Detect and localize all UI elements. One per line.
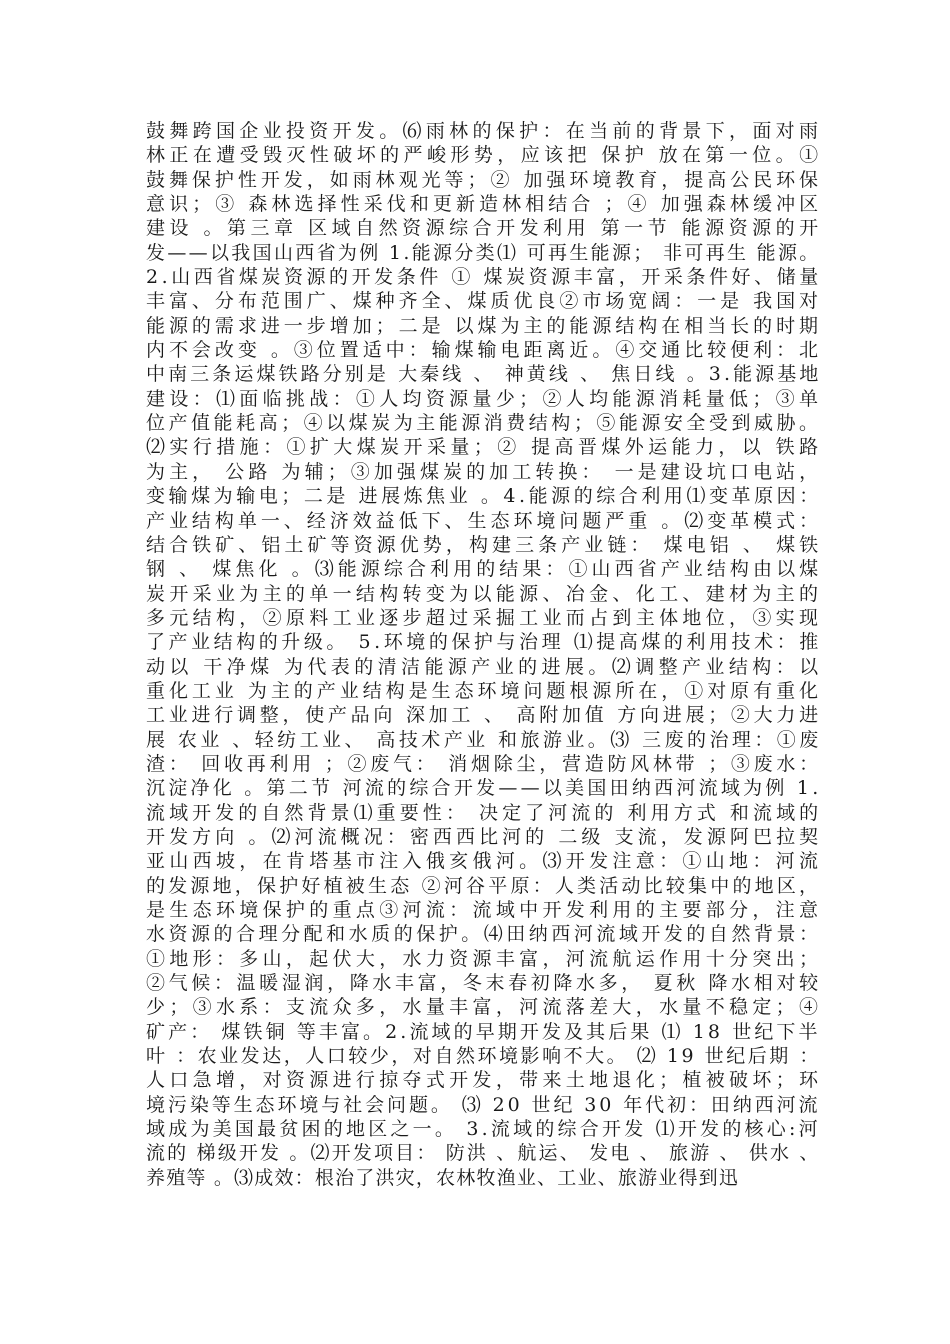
text-line: 域成为美国最贫困的地区之一。 3.流域的综合开发 ⑴开发的核心:河 <box>146 1118 821 1141</box>
text-line: 为主， 公路 为辅；③加强煤炭的加工转换： 一是建设坑口电站， <box>146 460 823 483</box>
text-line: 2.山西省煤炭资源的开发条件 ① 煤炭资源丰富，开采条件好、储量 <box>146 266 822 289</box>
text-line: 展 农业 、轻纺工业、 高技术产业 和旅游业。⑶ 三废的治理：①废 <box>146 728 822 751</box>
text-line: 开发方向 。⑵河流概况：密西西比河的 二级 支流，发源阿巴拉契 <box>146 825 823 848</box>
text-line: 结合铁矿、铝土矿等资源优势，构建三条产业链： 煤电铝 、 煤铁 <box>146 533 823 556</box>
text-line: 林正在遭受毁灭性破坏的严峻形势，应该把 保护 放在第一位。① <box>146 144 823 167</box>
text-line: 人口急增，对资源进行掠夺式开发，带来土地退化；植被破坏；环 <box>146 1069 823 1092</box>
text-line: 动以 干净煤 为代表的清洁能源产业的进展。⑵调整产业结构：以 <box>146 655 823 678</box>
text-line: 矿产： 煤铁铜 等丰富。2.流域的早期开发及其后果 ⑴ 18 世纪下半 <box>146 1020 821 1043</box>
text-line: 少；③水系：支流众多，水量丰富，河流落差大，水量不稳定；④ <box>146 996 823 1019</box>
text-line: 鼓舞跨国企业投资开发。⑹雨林的保护：在当前的背景下，面对雨 <box>146 120 823 142</box>
text-line: 鼓舞保护性开发，如雨林观光等；② 加强环境教育，提高公民环保 <box>146 168 823 191</box>
text-line: 建设：⑴面临挑战：①人均资源量少；②人均能源消耗量低；③单 <box>146 387 823 410</box>
text-line: 建设 。第三章 区域自然资源综合开发利用 第一节 能源资源的开 <box>146 217 823 240</box>
text-line: ②气候：温暖湿润，降水丰富，冬末春初降水多， 夏秋 降水相对较 <box>146 972 822 995</box>
text-line: 重化工业 为主的产业结构是生态环境问题根源所在，①对原有重化 <box>146 679 823 702</box>
text-line: 了产业结构的升级。 5.环境的保护与治理 ⑴提高煤的利用技术：推 <box>146 631 822 654</box>
text-line: 多元结构，②原料工业逐步超过采掘工业而占到主体地位，③实现 <box>146 606 823 629</box>
text-line: 渣： 回收再利用 ；②废气： 消烟除尘，营造防风林带 ；③废水： <box>146 752 822 775</box>
text-line: 养殖等 。⑶成效：根治了洪灾，农林牧渔业、工业、旅游业得到迅 <box>146 1166 740 1189</box>
text-line: 内不会改变 。③位置适中：输煤输电距离近。④交通比较便利：北 <box>146 339 823 362</box>
text-line: 中南三条运煤铁路分别是 大秦线 、 神黄线 、 焦日线 。3.能源基地 <box>146 363 822 386</box>
text-line: 位产值能耗高；④以煤炭为主能源消费结构；⑤能源安全受到威胁。 <box>146 412 822 435</box>
text-line: 的发源地，保护好植被生态 ②河谷平原：人类活动比较集中的地区， <box>146 874 822 897</box>
text-line: 流域开发的自然背景⑴重要性： 决定了河流的 利用方式 和流域的 <box>146 801 823 824</box>
text-line: 叶 ：农业发达，人口较少，对自然环境影响不大。 ⑵ 19 世纪后期 ： <box>146 1045 821 1068</box>
text-line: 发——以我国山西省为例 1.能源分类⑴ 可再生能源； 非可再生 能源。 <box>146 241 821 264</box>
body-text <box>146 119 823 1190</box>
text-line: 境污染等生态环境与社会问题。 ⑶ 20 世纪 30 年代初：田纳西河流 <box>146 1093 821 1116</box>
text-line: 是生态环境保护的重点③河流：流域中开发利用的主要部分，注意 <box>146 899 823 921</box>
text-line: 变输煤为输电；二是 进展炼焦业 。4.能源的综合利用⑴变革原因： <box>146 485 822 508</box>
text-line: 能源的需求进一步增加；二是 以煤为主的能源结构在相当长的时期 <box>146 314 823 337</box>
text-line: 炭开采业为主的单一结构转变为以能源、冶金、化工、建材为主的 <box>146 582 823 605</box>
text-line: ⑵实行措施：①扩大煤炭开采量；② 提高晋煤外运能力，以 铁路 <box>146 436 823 459</box>
text-line: 丰富、分布范围广、煤种齐全、煤质优良②市场宽阔：一是 我国对 <box>146 290 823 313</box>
text-line: 沉淀净化 。第二节 河流的综合开发——以美国田纳西河流域为例 1. <box>146 777 822 800</box>
text-line: 流的 梯级开发 。⑵开发项目： 防洪 、航运、 发电 、 旅游 、 供水 、 <box>146 1142 821 1165</box>
text-line: 钢 、 煤焦化 。⑶能源综合利用的结果：①山西省产业结构由以煤 <box>146 558 823 581</box>
text-line: 意识；③ 森林选择性采伐和更新造林相结合 ；④ 加强森林缓冲区 <box>146 193 823 216</box>
text-line: 水资源的合理分配和水质的保护。⑷田纳西河流域开发的自然背景： <box>146 923 822 946</box>
text-line: ①地形：多山，起伏大，水力资源丰富，河流航运作用十分突出； <box>146 947 823 970</box>
text-line: 工业进行调整，使产品向 深加工 、 高附加值 方向进展；②大力进 <box>146 704 822 727</box>
text-line: 亚山西坡，在肯塔基市注入俄亥俄河。⑶开发注意：①山地：河流 <box>146 850 823 873</box>
text-line: 产业结构单一、经济效益低下、生态环境问题严重 。⑵变革模式： <box>146 509 823 532</box>
